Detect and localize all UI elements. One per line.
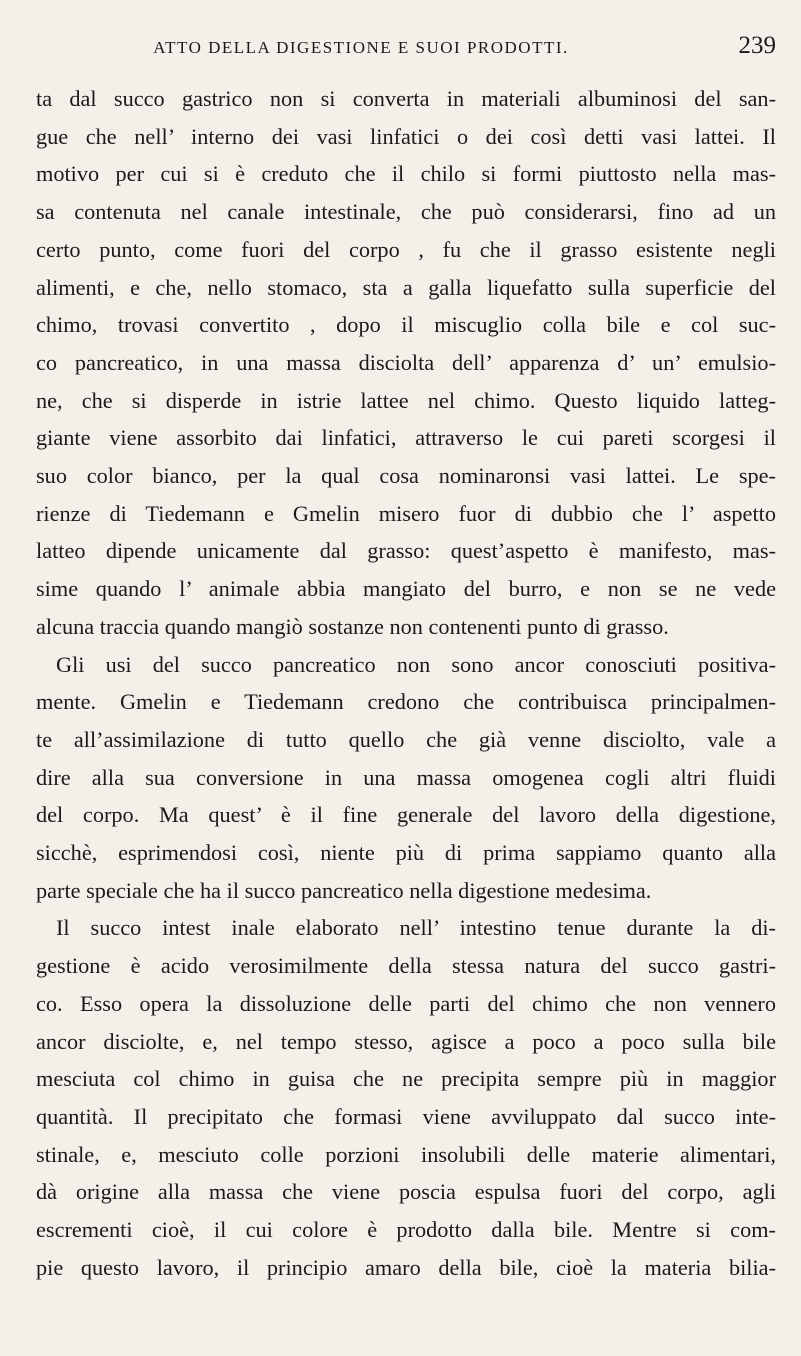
text-line: Il succo intest inale elaborato nell’ intestino tenue durante la di- bbox=[56, 915, 776, 941]
text-line: suo color bianco, per la qual cosa nominaronsi vasi lattei. Le spe- bbox=[36, 463, 776, 489]
text-line: ne, che si disperde in istrie lattee nel chimo. Questo liquido latteg- bbox=[36, 387, 776, 413]
text-line: gestione è acido verosimilmente della stessa natura del succo gastri- bbox=[36, 953, 776, 979]
body-text bbox=[36, 80, 776, 1287]
text-line: mesciuta col chimo in guisa che ne precipita sempre più in maggior bbox=[36, 1066, 776, 1092]
text-line: pie questo lavoro, il principio amaro della bile, cioè la materia bilia- bbox=[36, 1254, 776, 1280]
text-line: alcuna traccia quando mangiò sostanze non contenenti punto di grasso. bbox=[36, 613, 669, 639]
text-line: gue che nell’ interno dei vasi linfatici o dei così detti vasi lattei. Il bbox=[36, 123, 776, 149]
text-line: co pancreatico, in una massa disciolta dell’ apparenza d’ un’ emulsio- bbox=[36, 349, 776, 375]
text-line: sa contenuta nel canale intestinale, che può considerarsi, fino ad un bbox=[36, 199, 776, 225]
page-number: 239 bbox=[738, 32, 776, 59]
text-line: dà origine alla massa che viene poscia espulsa fuori del corpo, agli bbox=[36, 1179, 776, 1205]
text-line: stinale, e, mesciuto colle porzioni insolubili delle materie alimentari, bbox=[36, 1141, 776, 1167]
text-line: te all’assimilazione di tutto quello che già venne disciolto, vale a bbox=[36, 726, 776, 752]
text-line: rienze di Tiedemann e Gmelin misero fuor di dubbio che l’ aspetto bbox=[36, 500, 776, 526]
text-line: Gli usi del succo pancreatico non sono ancor conosciuti positiva- bbox=[56, 651, 776, 677]
text-line: mente. Gmelin e Tiedemann credono che contribuisca principalmen- bbox=[36, 689, 776, 715]
text-line: quantità. Il precipitato che formasi viene avviluppato dal succo inte- bbox=[36, 1103, 776, 1129]
text-line: alimenti, e che, nello stomaco, sta a galla liquefatto sulla superficie del bbox=[36, 274, 776, 300]
text-line: motivo per cui si è creduto che il chilo si formi piuttosto nella mas- bbox=[36, 161, 776, 187]
text-line: del corpo. Ma quest’ è il fine generale del lavoro della digestione, bbox=[36, 802, 776, 828]
text-line: giante viene assorbito dai linfatici, attraverso le cui pareti scorgesi il bbox=[36, 425, 776, 451]
text-line: sime quando l’ animale abbia mangiato del burro, e non se ne vede bbox=[36, 576, 776, 602]
text-line: ancor disciolte, e, nel tempo stesso, agisce a poco a poco sulla bile bbox=[36, 1028, 776, 1054]
text-line: parte speciale che ha il succo pancreatico nella digestione medesima. bbox=[36, 877, 652, 903]
text-line: co. Esso opera la dissoluzione delle parti del chimo che non vennero bbox=[36, 990, 776, 1016]
text-line: chimo, trovasi convertito , dopo il miscuglio colla bile e col suc- bbox=[36, 312, 776, 338]
text-line: certo punto, come fuori del corpo , fu che il grasso esistente negli bbox=[36, 236, 776, 262]
running-head bbox=[36, 32, 776, 66]
text-line: latteo dipende unicamente dal grasso: quest’aspetto è manifesto, mas- bbox=[36, 538, 776, 564]
text-line: dire alla sua conversione in una massa omogenea cogli altri fluidi bbox=[36, 764, 776, 790]
running-title: ATTO DELLA DIGESTIONE E SUOI PRODOTTI. bbox=[153, 38, 569, 57]
text-line: sicchè, esprimendosi così, niente più di prima sappiamo quanto alla bbox=[36, 840, 776, 866]
text-line: escrementi cioè, il cui colore è prodotto dalla bile. Mentre si com- bbox=[36, 1217, 776, 1243]
text-line: ta dal succo gastrico non si converta in materiali albuminosi del san- bbox=[36, 86, 776, 111]
